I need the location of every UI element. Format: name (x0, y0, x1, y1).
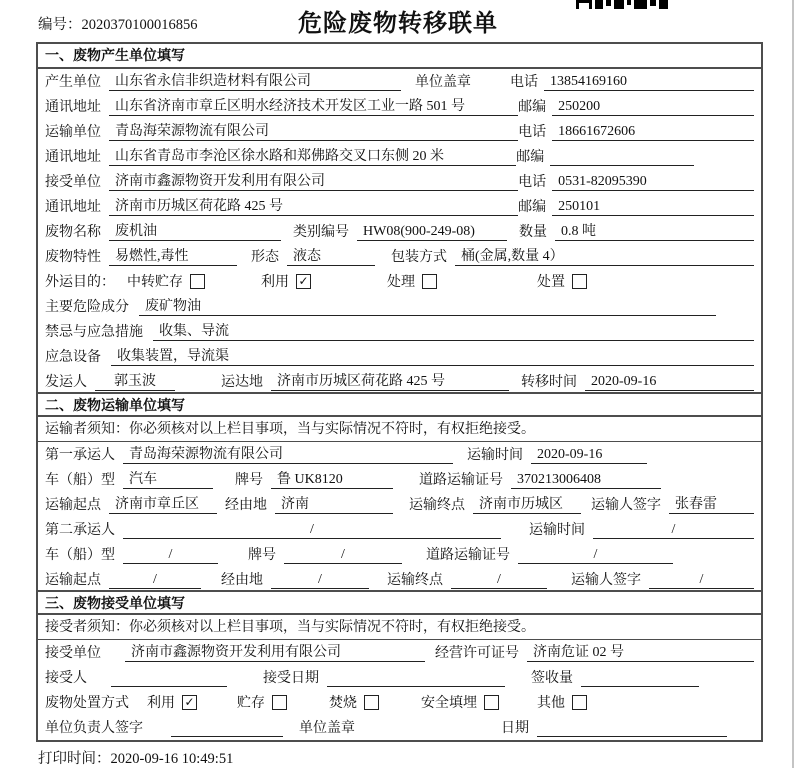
disposal-option-landfill (421, 692, 499, 712)
operation-license-value: 济南危证 02 号 (527, 644, 754, 662)
purpose-option-treat (387, 271, 437, 291)
print-time-label: 打印时间： (38, 751, 111, 767)
disposal-label: 废物处置方式 (45, 696, 129, 711)
qr-block (650, 0, 656, 6)
taboo-label: 禁忌与应急措施 (45, 325, 143, 340)
purpose-treat-checkbox (422, 274, 437, 289)
route1-end-value: 济南市历城区 (473, 496, 581, 514)
row-transport-unit (38, 119, 761, 144)
route2-sign-value: / (649, 571, 754, 589)
print-time-value: 2020-09-16 10:49:51 (110, 751, 234, 767)
row-purpose (38, 269, 761, 294)
producer-address-label: 通讯地址 (45, 100, 101, 115)
receive-unit-label: 接受单位 (45, 175, 101, 190)
route2-start-label: 运输起点 (45, 573, 101, 588)
row-vehicle2 (38, 542, 761, 567)
hazard-value: 废矿物油 (139, 298, 716, 316)
disposal-use-checkbox: ✓ (182, 695, 197, 710)
transport-zip-label: 邮编 (516, 150, 545, 165)
carrier1-time-value: 2020-09-16 (531, 446, 647, 464)
carrier1-value: 青岛海荣源物流有限公司 (123, 446, 453, 464)
receiver-notice-text: 接受者须知：你必须核对以上栏目事项，当与实际情况不符时，有权拒绝接受。 (45, 620, 535, 635)
producer-stamp-label: 单位盖章 (415, 75, 471, 90)
disposal-other-checkbox (572, 695, 587, 710)
receive-phone-label: 电话 (518, 175, 547, 190)
waste-category-label: 类别编号 (293, 225, 349, 240)
responsible-sign-value (171, 719, 283, 737)
vehicle1-type-value: 汽车 (123, 471, 213, 489)
purpose-storage-checkbox (190, 274, 205, 289)
hazard-label: 主要危险成分 (45, 300, 129, 315)
page-edge-line (792, 0, 794, 768)
row-taboo-measures (38, 319, 761, 344)
waste-form-label: 形态 (251, 250, 279, 265)
purpose-use-label: 利用 (261, 275, 289, 290)
dispatcher-value: 郭玉波 (95, 373, 175, 391)
producer-zip-label: 邮编 (518, 100, 547, 115)
route1-sign-value: 张春雷 (669, 496, 754, 514)
print-time (38, 747, 233, 768)
row-transport-address (38, 144, 761, 169)
packing-value: 桶(金属,数量 4） (455, 248, 754, 266)
producer-phone-label: 电话 (510, 75, 538, 90)
section1-title: 一、废物产生单位填写 (38, 44, 761, 69)
vehicle2-license-value: / (518, 546, 673, 564)
waste-name-label: 废物名称 (45, 225, 101, 240)
carrier1-label: 第一承运人 (45, 448, 115, 463)
vehicle1-plate-label: 牌号 (235, 473, 263, 488)
producer-address-value: 山东省济南市章丘区明水经济技术开发区工业一路 501 号 (109, 98, 518, 116)
transport-zip-value (550, 148, 694, 166)
transfer-time-value: 2020-09-16 (585, 373, 754, 391)
receive-address-label: 通讯地址 (45, 200, 101, 215)
disposal-burn-checkbox (364, 695, 379, 710)
purpose-use-checkbox: ✓ (296, 274, 311, 289)
vehicle2-license-label: 道路运输证号 (426, 548, 510, 563)
row-disposal-method (38, 690, 761, 715)
sign-date-value (537, 719, 727, 737)
acceptor-label: 接受人 (45, 671, 87, 686)
row-acceptor (38, 665, 761, 690)
purpose-storage-label: 中转贮存 (127, 275, 183, 290)
serial-label: 编号： (38, 17, 82, 33)
route2-end-label: 运输终点 (387, 573, 443, 588)
signed-amount-value (581, 669, 699, 687)
row-carrier2 (38, 517, 761, 542)
vehicle1-plate-value: 鲁 UK8120 (271, 471, 393, 489)
row-waste-name (38, 219, 761, 244)
waste-category-value: HW08(900-249-08) (357, 223, 507, 241)
accept-date-label: 接受日期 (263, 671, 319, 686)
qr-block (634, 0, 647, 9)
transport-unit-label: 运输单位 (45, 125, 101, 140)
producer-value: 山东省永信非织造材料有限公司 (109, 73, 401, 91)
disposal-option-use (147, 692, 197, 712)
waste-traits-label: 废物特性 (45, 250, 101, 265)
row-route2 (38, 567, 761, 592)
waste-quantity-value: 0.8 吨 (555, 223, 754, 241)
section2-title: 二、废物运输单位填写 (38, 392, 761, 417)
route2-end-value: / (451, 571, 547, 589)
producer-label: 产生单位 (45, 75, 101, 90)
waste-form-value: 液态 (287, 248, 375, 266)
purpose-label: 外运目的： (45, 275, 115, 290)
row-route1 (38, 492, 761, 517)
purpose-option-dispose (537, 271, 587, 291)
row-transporter-notice (38, 417, 761, 442)
row-producer (38, 69, 761, 94)
transport-phone-label: 电话 (518, 125, 547, 140)
vehicle2-plate-value: / (284, 546, 402, 564)
transport-phone-value: 18661672606 (552, 123, 754, 141)
purpose-dispose-label: 处置 (537, 275, 565, 290)
carrier1-time-label: 运输时间 (467, 448, 523, 463)
route1-start-label: 运输起点 (45, 498, 101, 513)
row-receiver-notice (38, 615, 761, 640)
signed-amount-label: 签收量 (531, 671, 573, 686)
destination-label: 运达地 (221, 375, 263, 390)
route1-via-value: 济南 (275, 496, 393, 514)
vehicle2-type-label: 车（船）型 (45, 548, 115, 563)
vehicle2-type-value: / (123, 546, 218, 564)
row-carrier1 (38, 442, 761, 467)
qr-block (627, 0, 631, 5)
accept-date-value (327, 669, 505, 687)
disposal-landfill-label: 安全填埋 (421, 696, 477, 711)
purpose-option-use (261, 271, 311, 291)
row-waste-traits (38, 244, 761, 269)
receive-address-value: 济南市历城区荷花路 425 号 (109, 198, 518, 216)
disposal-other-label: 其他 (537, 696, 565, 711)
qr-block (659, 0, 668, 9)
producer-phone-value: 13854169160 (544, 73, 754, 91)
acceptor-value (111, 669, 227, 687)
transfer-form-table (36, 42, 763, 742)
disposal-option-storage (237, 692, 287, 712)
route2-start-value: / (109, 571, 201, 589)
page-title: 危险废物转移联单 (298, 10, 498, 37)
accept-unit-label: 接受单位 (45, 646, 101, 661)
row-responsible-signature (38, 715, 761, 740)
receive-unit-value: 济南市鑫源物资开发利用有限公司 (109, 173, 518, 191)
purpose-option-storage (127, 271, 205, 291)
qr-finder-block (576, 0, 592, 9)
row-receive-unit (38, 169, 761, 194)
dispatcher-label: 发运人 (45, 375, 87, 390)
transport-address-value: 山东省青岛市李沧区徐水路和郑佛路交叉口东侧 20 米 (109, 148, 516, 166)
purpose-treat-label: 处理 (387, 275, 415, 290)
operation-license-label: 经营许可证号 (435, 646, 519, 661)
disposal-storage-label: 贮存 (237, 696, 265, 711)
vehicle1-license-label: 道路运输证号 (419, 473, 503, 488)
transport-unit-value: 青岛海荣源物流有限公司 (109, 123, 518, 141)
carrier2-time-value: / (593, 521, 754, 539)
carrier2-value: / (123, 521, 501, 539)
waste-traits-value: 易燃性,毒性 (109, 248, 237, 266)
vehicle2-plate-label: 牌号 (248, 548, 276, 563)
row-vehicle1 (38, 467, 761, 492)
transporter-notice-text: 运输者须知：你必须核对以上栏目事项，当与实际情况不符时，有权拒绝接受。 (45, 422, 535, 437)
disposal-option-burn (329, 692, 379, 712)
row-producer-address (38, 94, 761, 119)
route2-sign-label: 运输人签字 (571, 573, 641, 588)
destination-value: 济南市历城区荷花路 425 号 (271, 373, 509, 391)
receive-phone-value: 0531-82095390 (552, 173, 754, 191)
unit-stamp-label: 单位盖章 (299, 721, 355, 736)
sign-date-label: 日期 (501, 721, 529, 736)
row-emergency-equipment (38, 344, 761, 369)
waste-name-value: 废机油 (109, 223, 281, 241)
disposal-use-label: 利用 (147, 696, 175, 711)
disposal-storage-checkbox (272, 695, 287, 710)
vehicle1-license-value: 370213006408 (511, 471, 661, 489)
purpose-dispose-checkbox (572, 274, 587, 289)
qr-block (595, 0, 603, 9)
carrier2-time-label: 运输时间 (529, 523, 585, 538)
disposal-burn-label: 焚烧 (329, 696, 357, 711)
route1-sign-label: 运输人签字 (591, 498, 661, 513)
row-receive-address (38, 194, 761, 219)
accept-unit-value: 济南市鑫源物资开发利用有限公司 (125, 644, 425, 662)
row-dispatch (38, 369, 761, 394)
taboo-value: 收集、导流 (153, 323, 754, 341)
row-accept-unit (38, 640, 761, 665)
equipment-value: 收集装置，导流渠 (111, 348, 754, 366)
qr-code-icon (576, 0, 671, 9)
equipment-label: 应急设备 (45, 350, 101, 365)
vehicle1-type-label: 车（船）型 (45, 473, 115, 488)
waste-quantity-label: 数量 (519, 225, 547, 240)
carrier2-label: 第二承运人 (45, 523, 115, 538)
receive-zip-value: 250101 (552, 198, 754, 216)
section3-title: 三、废物接受单位填写 (38, 590, 761, 615)
responsible-sign-label: 单位负责人签字 (45, 721, 143, 736)
route1-start-value: 济南市章丘区 (109, 496, 217, 514)
qr-block (614, 0, 625, 9)
transport-address-label: 通讯地址 (45, 150, 101, 165)
disposal-option-other (537, 692, 587, 712)
producer-zip-value: 250200 (552, 98, 754, 116)
qr-block (606, 0, 611, 6)
route2-via-label: 经由地 (221, 573, 263, 588)
route2-via-value: / (271, 571, 369, 589)
disposal-landfill-checkbox (484, 695, 499, 710)
transfer-time-label: 转移时间 (521, 375, 577, 390)
route1-end-label: 运输终点 (409, 498, 465, 513)
packing-label: 包装方式 (391, 250, 447, 265)
receive-zip-label: 邮编 (518, 200, 547, 215)
document-header (0, 0, 796, 42)
route1-via-label: 经由地 (225, 498, 267, 513)
row-hazard-component (38, 294, 761, 319)
serial-value: 2020370100016856 (81, 17, 198, 33)
